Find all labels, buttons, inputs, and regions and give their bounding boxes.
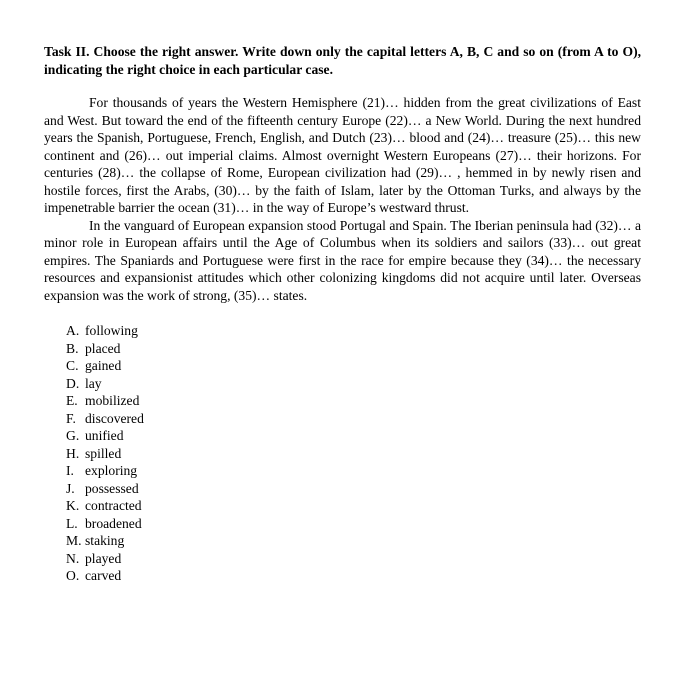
option-text: unified — [85, 428, 124, 443]
option-item — [66, 375, 641, 393]
option-text: discovered — [85, 410, 144, 426]
option-item — [66, 480, 641, 498]
task-title: Task II. Choose the right answer. Write down only the capital letters A, B, C and so on (from A to O), indicating the right choice in each particular case. — [44, 44, 641, 77]
document-page — [44, 43, 641, 585]
option-text: contracted — [85, 498, 142, 513]
option-text: lay — [85, 375, 102, 391]
option-letter: D. — [66, 375, 80, 391]
option-item — [66, 445, 641, 463]
option-item — [66, 340, 641, 358]
option-text: broadened — [85, 515, 142, 531]
option-letter: M. — [66, 533, 82, 548]
option-item — [66, 550, 641, 568]
option-letter: F. — [66, 410, 76, 426]
option-text: exploring — [85, 463, 138, 478]
option-letter: E. — [66, 393, 78, 408]
passage-paragraph-2: In the vanguard of European expansion stood Portugal and Spain. The Iberian peninsula had (32)… a minor role in European affairs until the Age of Columbus when its soldiers and sailors (33)… out great empires. The Spaniards and Portuguese were first in the race for empire because they (34)… the necessary resources and expansionist attitudes which other colonizing kingdoms did not acquire until later. Overseas expansion was the work of strong, (35)… states. — [44, 217, 641, 303]
option-item — [66, 462, 641, 480]
option-letter: I. — [66, 463, 74, 478]
option-text: mobilized — [85, 393, 140, 408]
passage-paragraph-1: For thousands of years the Western Hemisphere (21)… hidden from the great civilizations of East and West. But toward the end of the fifteenth century Europe (22)… a New World. During the next hundred years the Spanish, Portuguese, French, English, and Dutch (23)… blood and (24)… treasure (25)… this new continent and (26)… out imperial claims. Almost overnight Western Europeans (27)… their horizons. For centuries (28)… the collapse of Rome, European civilization had (29)… , hemmed in by newly risen and hostile forces, first the Arabs, (30)… by the faith of Islam, later by the Ottoman Turks, and always by the impenetrable barrier the ocean (31)… in the way of Europe’s westward thrust. — [44, 95, 641, 215]
option-letter: L. — [66, 515, 78, 531]
option-text: placed — [85, 340, 121, 356]
option-text: carved — [85, 568, 122, 583]
option-letter: A. — [66, 323, 80, 338]
option-letter: O. — [66, 568, 80, 583]
option-item — [66, 410, 641, 428]
option-letter: N. — [66, 550, 80, 566]
option-item — [66, 567, 641, 585]
option-letter: H. — [66, 445, 80, 461]
option-text: played — [85, 550, 122, 566]
option-text: gained — [85, 358, 122, 373]
option-letter: J. — [66, 480, 75, 496]
option-text: staking — [85, 533, 125, 548]
option-text: following — [85, 323, 138, 338]
option-letter: B. — [66, 340, 79, 356]
option-item — [66, 392, 641, 410]
option-item — [66, 322, 641, 340]
option-letter: K. — [66, 498, 80, 513]
option-item — [66, 515, 641, 533]
option-item — [66, 427, 641, 445]
option-item — [66, 497, 641, 515]
option-text: spilled — [85, 445, 122, 461]
option-letter: G. — [66, 428, 80, 443]
option-letter: C. — [66, 358, 79, 373]
option-item — [66, 357, 641, 375]
option-item — [66, 532, 641, 550]
answer-options-list — [44, 322, 641, 585]
option-text: possessed — [85, 480, 139, 496]
